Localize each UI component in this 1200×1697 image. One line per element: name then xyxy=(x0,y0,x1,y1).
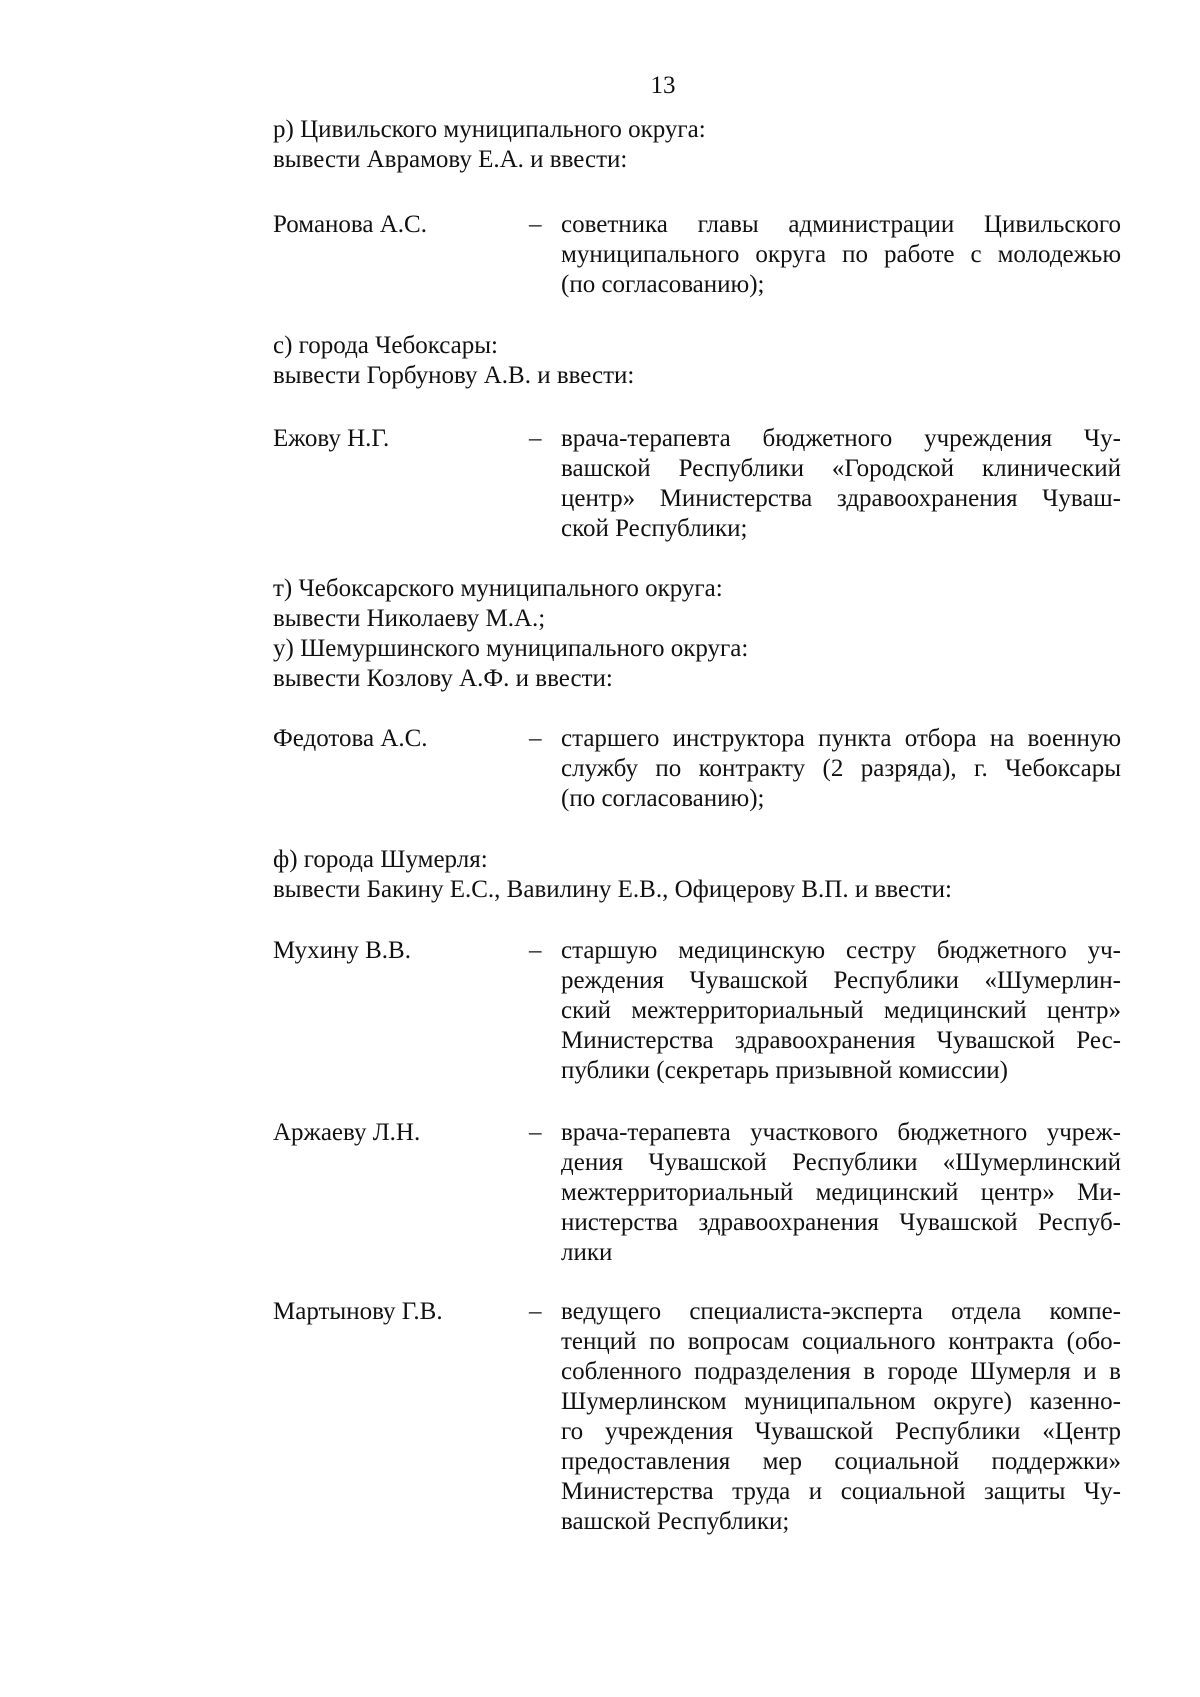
description-line: муниципального округа по работе с молодежью xyxy=(561,241,1121,268)
section-action: вывести Бакину Е.С., Вавилину Е.В., Офицерову В.П. и ввести: xyxy=(273,876,953,903)
description-line: ской Республики; xyxy=(561,515,748,542)
member-name: Аржаеву Л.Н. xyxy=(273,1119,421,1146)
section-s xyxy=(273,331,1123,391)
description-line: врача-терапевта участкового бюджетного учреж- xyxy=(561,1119,1121,1146)
description-line: ский межтерриториальный медицинский центр» xyxy=(561,997,1121,1024)
description-line: ведущего специалиста-эксперта отдела компе- xyxy=(561,1298,1121,1325)
description-line: нистерства здравоохранения Чувашской Респуб- xyxy=(561,1209,1121,1236)
section-heading: у) Шемуршинского муниципального округа: xyxy=(273,635,749,662)
dash-separator: – xyxy=(529,211,542,238)
section-heading: ф) города Шумерля: xyxy=(273,846,488,873)
dash-separator: – xyxy=(529,1298,542,1325)
description-line: дения Чувашской Республики «Шумерлинский xyxy=(561,1149,1121,1176)
member-description xyxy=(561,1118,1121,1268)
member-name: Ежову Н.Г. xyxy=(273,425,390,452)
section-action: вывести Горбунову А.В. и ввести: xyxy=(273,362,635,389)
section-heading: т) Чебоксарского муниципального округа: xyxy=(273,575,723,602)
description-line: публики (секретарь призывной комиссии) xyxy=(561,1057,1008,1084)
member-description xyxy=(561,724,1121,814)
member-description xyxy=(561,936,1121,1086)
section-action: вывести Козлову А.Ф. и ввести: xyxy=(273,665,613,692)
description-line: старшую медицинскую сестру бюджетного уч- xyxy=(561,937,1121,964)
description-line: лики xyxy=(561,1239,613,1266)
section-heading: с) города Чебоксары: xyxy=(273,332,498,359)
section-f xyxy=(273,845,1123,905)
description-line: советника главы администрации Цивильского xyxy=(561,211,1121,238)
member-description xyxy=(561,210,1121,300)
description-line: (по согласованию); xyxy=(561,271,765,298)
member-description xyxy=(561,424,1121,544)
description-line: собленного подразделения в городе Шумерля и в xyxy=(561,1358,1121,1385)
page-number: 13 xyxy=(650,72,676,99)
description-line: тенций по вопросам социального контракта (обо- xyxy=(561,1328,1121,1355)
description-line: Министерства здравоохранения Чувашской Рес- xyxy=(561,1027,1121,1054)
description-line: го учреждения Чувашской Республики «Центр xyxy=(561,1418,1121,1445)
description-line: (по согласованию); xyxy=(561,785,765,812)
member-name: Романова А.С. xyxy=(273,211,427,238)
description-line: межтерриториальный медицинский центр» Ми- xyxy=(561,1179,1121,1206)
member-name: Федотова А.С. xyxy=(273,725,428,752)
dash-separator: – xyxy=(529,425,542,452)
dash-separator: – xyxy=(529,725,542,752)
section-heading: р) Цивильского муниципального округа: xyxy=(273,116,706,143)
description-line: Министерства труда и социальной защиты Чу- xyxy=(561,1478,1121,1505)
dash-separator: – xyxy=(529,1119,542,1146)
dash-separator: – xyxy=(529,937,542,964)
description-line: Шумерлинском муниципальном округе) казенно- xyxy=(561,1388,1121,1415)
description-line: вашской Республики; xyxy=(561,1508,790,1535)
description-line: центр» Министерства здравоохранения Чуваш- xyxy=(561,485,1121,512)
description-line: старшего инструктора пункта отбора на военную xyxy=(561,725,1121,752)
section-r xyxy=(273,115,1123,175)
description-line: предоставления мер социальной поддержки» xyxy=(561,1448,1121,1475)
description-line: вашской Республики «Городской клинический xyxy=(561,455,1121,482)
description-line: врача-терапевта бюджетного учреждения Чу- xyxy=(561,425,1121,452)
description-line: службу по контракту (2 разряда), г. Чебоксары xyxy=(561,755,1121,782)
member-name: Мартынову Г.В. xyxy=(273,1298,443,1325)
section-action: вывести Николаеву М.А.; xyxy=(273,605,546,632)
section-action: вывести Аврамову Е.А. и ввести: xyxy=(273,146,628,173)
description-line: реждения Чувашской Республики «Шумерлин- xyxy=(561,967,1121,994)
member-name: Мухину В.В. xyxy=(273,937,411,964)
member-description xyxy=(561,1297,1121,1537)
section-t-u xyxy=(273,574,1123,694)
